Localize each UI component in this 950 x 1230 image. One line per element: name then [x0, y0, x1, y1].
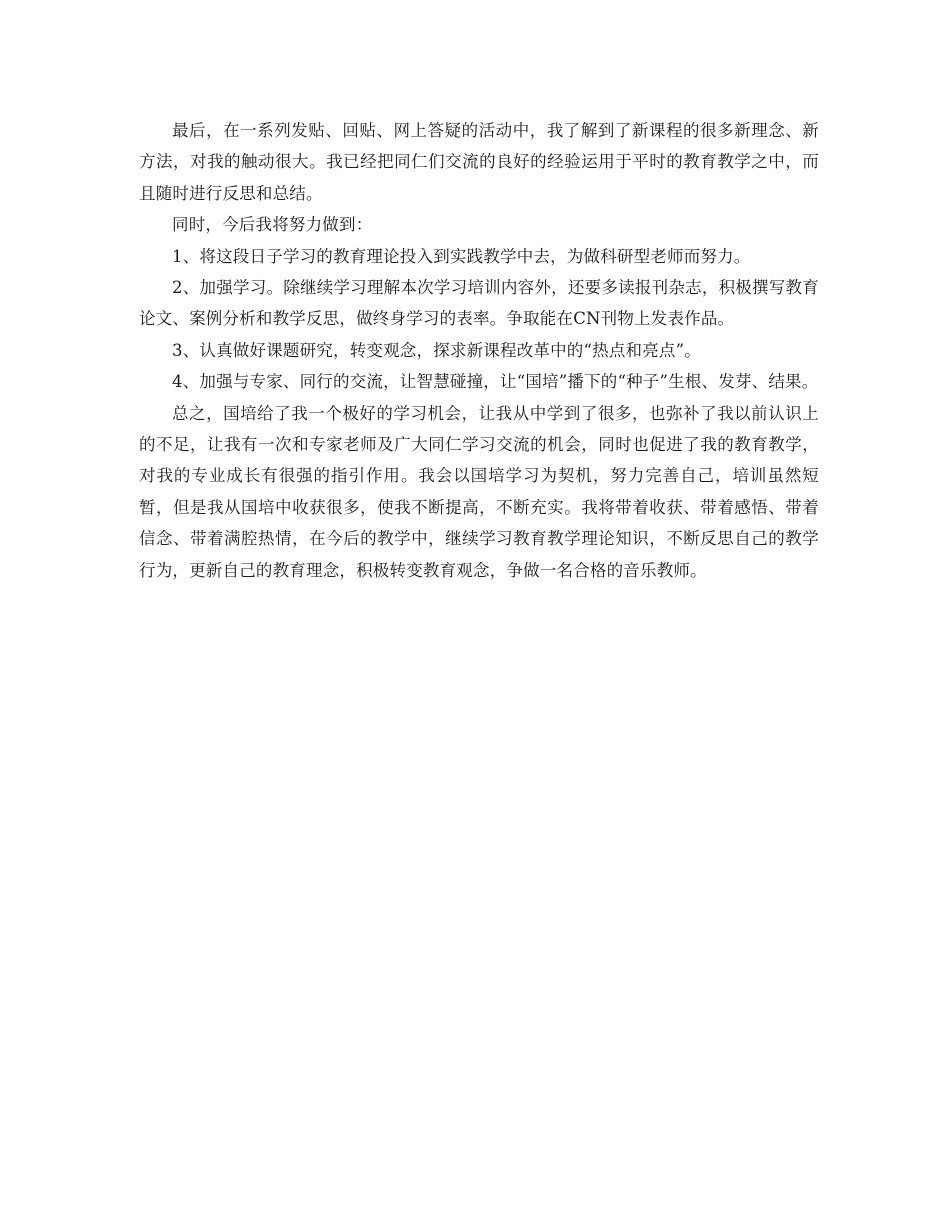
paragraph-summary: 总之，国培给了我一个极好的学习机会，让我从中学到了很多，也弥补了我以前认识上的不足，让我有一次和专家老师及广大同仁学习交流的机会，同时也促进了我的教育教学，对我的专业成长有很强的指引作用。我会以国培学习为契机，努力完善自己，培训虽然短暂，但是我从国培中收获很多，使我不断提高，不断充实。我将带着收获、带着感悟、带着信念、带着满腔热情，在今后的教学中，继续学习教育教学理论知识，不断反思自己的教学行为，更新自己的教育理念，积极转变教育观念，争做一名合格的音乐教师。 — [139, 403, 819, 580]
document-body — [139, 115, 819, 586]
paragraph-closing-reflection: 最后，在一系列发贴、回贴、网上答疑的活动中，我了解到了新课程的很多新理念、新方法，对我的触动很大。我已经把同仁们交流的良好的经验运用于平时的教育教学之中，而且随时进行反思和总结。 — [139, 121, 819, 203]
paragraph-goal-1: 1、将这段日子学习的教育理论投入到实践教学中去，为做科研型老师而努力。 — [172, 246, 751, 266]
paragraph-goal-2: 2、加强学习。除继续学习理解本次学习培训内容外，还要多读报刊杂志，积极撰写教育论文、案例分析和教学反思，做终身学习的表率。争取能在CN刊物上发表作品。 — [139, 278, 819, 329]
paragraph-future-intro: 同时，今后我将努力做到： — [172, 215, 373, 235]
paragraph-goal-4: 4、加强与专家、同行的交流，让智慧碰撞，让“国培”播下的“种子”生根、发芽、结果。 — [172, 372, 819, 392]
paragraph-goal-3: 3、认真做好课题研究，转变观念，探求新课程改革中的“热点和亮点”。 — [172, 340, 701, 360]
